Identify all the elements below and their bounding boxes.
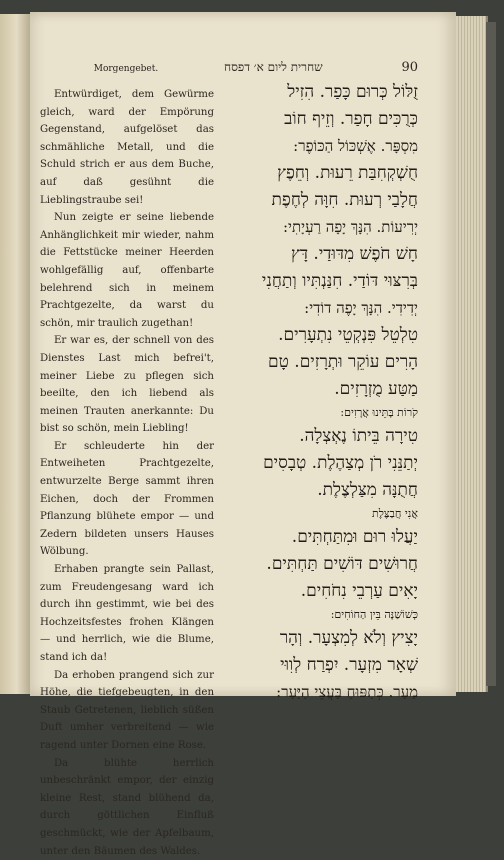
hebrew-line: מַעַר. כְּתַפּוּחַ בַּעֲצֵי הַיַּעַר:	[276, 683, 418, 701]
hebrew-line: יַעֲלוּ רוּם וּמִתַּחְתִּים.	[291, 527, 418, 547]
hebrew-line: אֲנִי חֲבַצֶּלֶת	[372, 507, 418, 520]
hebrew-line: זֻלּוֹל כְּרוּם כָּפַר. הִזִיל	[287, 82, 418, 102]
hebrew-line: יָצִיץ וְלֹא לְמִצְעָר. וְהָר	[279, 628, 418, 648]
hebrew-line: מַטַּע מֻזְרָזִים.	[334, 379, 418, 399]
hebrew-text-column	[214, 60, 418, 706]
german-translation-column	[40, 86, 214, 860]
hebrew-line: כְּרֻכִּים חָפַר. וְזֵיף חוֹב	[284, 109, 418, 129]
running-head-right	[214, 60, 418, 75]
hebrew-line: שְׁאָר מִזְעָר. יִפְרַח לְוִוּי	[280, 655, 418, 675]
hebrew-line: מִסְפָּר. אֶשְׁכּוֹל הַכּוֹפֶר:	[293, 137, 418, 155]
hebrew-line: חֻשְׁקְחִבַּת רֵעוּת. וְחֵפֶץ	[277, 163, 418, 183]
german-paragraph: Erhaben prangte sein Pallast, zum Freudengesang ward ich durch ihn gestimmt, wie bei des Hochzeitsfestes frohen Klängen — und herrlich, wie die Blume, stand ich da!	[40, 564, 214, 663]
previous-page-edge	[0, 14, 30, 694]
page-stack-edge	[456, 16, 488, 692]
german-paragraph: Er war es, der schnell von des Dienstes Last mich befrei't, meiner Liebe zu pflegen sich beeilte, den ich liebend als meinen Trauten anerkannte: Du bist so schön, mein Liebling!	[40, 335, 214, 435]
hebrew-line: טִלְטֵל פִּנְקְטֵי נִתְעָרִים.	[278, 325, 418, 345]
hebrew-line: חֲתֻנָּה מִצַּלְצֶלֶת.	[317, 480, 418, 500]
book-cover-edge	[486, 22, 496, 686]
hebrew-line: חֲרוּשִׁים דּוֹשִׁים תַּחְתִּים.	[266, 554, 418, 574]
hebrew-line: חָשׁ חֹפֶשׁ מִדּוּדַי. דָּץ	[291, 244, 418, 264]
hebrew-lines	[214, 79, 418, 706]
hebrew-line: קֹרוֹת בָּתֵּינוּ אֲרָזִים:	[340, 406, 418, 419]
hebrew-line: יְדִידִי. הִנָּךְ יָפֶה דוֹדִי:	[304, 299, 418, 317]
german-paragraph: Da blühte herrlich unbeschränkt empor, der einzig kleine Rest, stand blühend da, durch göttlichen Einfluß geschmückt, wie der Apfelbaum, unter den Bäumen des Waldes.	[40, 757, 214, 857]
hebrew-line: יְתַנֵּנִי רֹן מְצַהֶלֶת. טְבָסִים	[263, 453, 418, 473]
german-paragraph: Da erhoben prangend sich zur Höhe, die tiefgebeugten, in den Staub Getretenen, lieblich süßen Duft umher verbreitend — wie ragend unter Dornen eine Rose.	[40, 669, 214, 751]
german-paragraph: Nun zeigte er seine liebende Anhänglichkeit mir wieder, nahm die Fettstücke meiner Heerden wohlgefällig auf, offenbarte belehrend sich in meinem Prachtgezelte, da warst du schön, mir traulich zugethan!	[40, 212, 214, 329]
hebrew-line: חֲלָבַי רְעוּת. חִוָּה לְחֶפֶת	[271, 190, 418, 210]
hebrew-line: יָאִים עַרְבֵי נִחֹחִים.	[300, 581, 418, 601]
hebrew-line: בְּרִצּוּי דּוֹדַי. חִנַּנְתִּיו וְתַחֲנִי	[261, 271, 418, 291]
running-head-left: Morgengebet.	[93, 64, 159, 74]
hebrew-line: כְּשׁוֹשַׁנָּה בֵּין הַחוֹחִים:	[330, 608, 418, 621]
hebrew-line: הָרִים עוֹקֵר וּתְרָזִים. טָם	[268, 352, 418, 372]
hebrew-line: טִירָה בֵּיתוֹ נֶאְצְלָה.	[299, 426, 418, 446]
german-paragraph: Entwürdiget, dem Gewürme gleich, ward der Empörung Gegenstand, aufgelöset das schmähliche Metall, und die Schuld strich er aus dem Buche, auf daß gesühnt die Lieblingstraube sei!	[40, 89, 214, 206]
hebrew-running-head: שחרית ליום א׳ דפסח	[224, 60, 323, 74]
hebrew-line: יְרִיעוֹת. הִנָּךְ יָפָה רַעְיָתִי:	[283, 218, 418, 236]
page-number: 90	[401, 60, 418, 75]
german-paragraph: Er schleuderte hin der Entweiheten Prachtgezelte, entwurzelte Berge sammt ihren Eichen, doch der Frommen Pflanzung blühete empor — und Zedern bildeten unsers Hauses Wölbung.	[40, 440, 214, 558]
